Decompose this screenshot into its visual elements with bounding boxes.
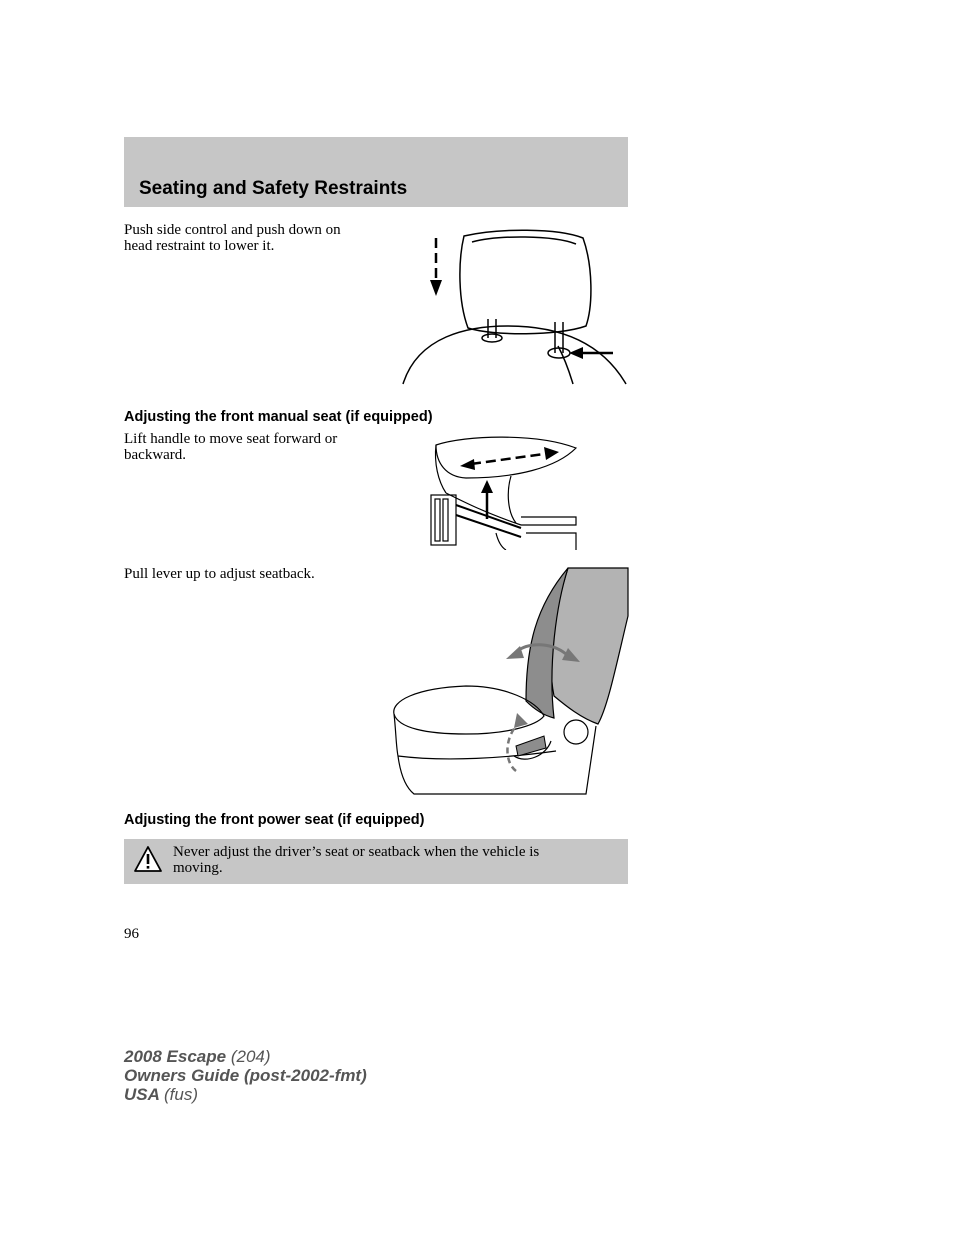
warning-text-line-1: Never adjust the driver’s seat or seatback when the vehicle is (173, 844, 540, 860)
footer-market: USA (124, 1085, 160, 1104)
footer-guide: Owners Guide (post-2002-fmt) (124, 1066, 367, 1085)
footer-line-1 (124, 1047, 367, 1066)
push-down-arrow-icon (430, 238, 442, 296)
page-number: 96 (124, 926, 139, 942)
warning-text-line-2: moving. (173, 860, 223, 876)
head-restraint-illustration (398, 226, 630, 386)
head-restraint-instruction (124, 222, 394, 254)
lever-up-arrow-icon (507, 713, 528, 771)
footer-market-code: (fus) (164, 1085, 198, 1104)
head-restraint-instruction-line-1: Push side control and push down on (124, 222, 341, 238)
head-restraint-instruction-line-2: head restraint to lower it. (124, 238, 275, 254)
warning-triangle-icon (133, 844, 163, 874)
footer-model-code: (204) (230, 1047, 271, 1066)
lift-handle-arrow-icon (481, 480, 493, 519)
document-footer (124, 1047, 367, 1104)
seatback-recline-illustration (386, 566, 630, 796)
manual-seat-instruction-line-2: backward. (124, 447, 187, 463)
manual-seat-instruction (124, 431, 394, 463)
warning-text (173, 844, 613, 876)
side-control-arrow-icon (569, 347, 613, 359)
manual-seat-heading: Adjusting the front manual seat (if equipped) (124, 409, 433, 425)
section-title: Seating and Safety Restraints (139, 178, 408, 199)
power-seat-heading: Adjusting the front power seat (if equipped) (124, 812, 425, 828)
footer-line-3 (124, 1085, 367, 1104)
footer-model: 2008 Escape (124, 1047, 227, 1066)
seat-track-illustration (426, 433, 581, 550)
manual-seat-instruction-line-1: Lift handle to move seat forward or (124, 431, 338, 447)
seatback-instruction: Pull lever up to adjust seatback. (124, 566, 315, 582)
